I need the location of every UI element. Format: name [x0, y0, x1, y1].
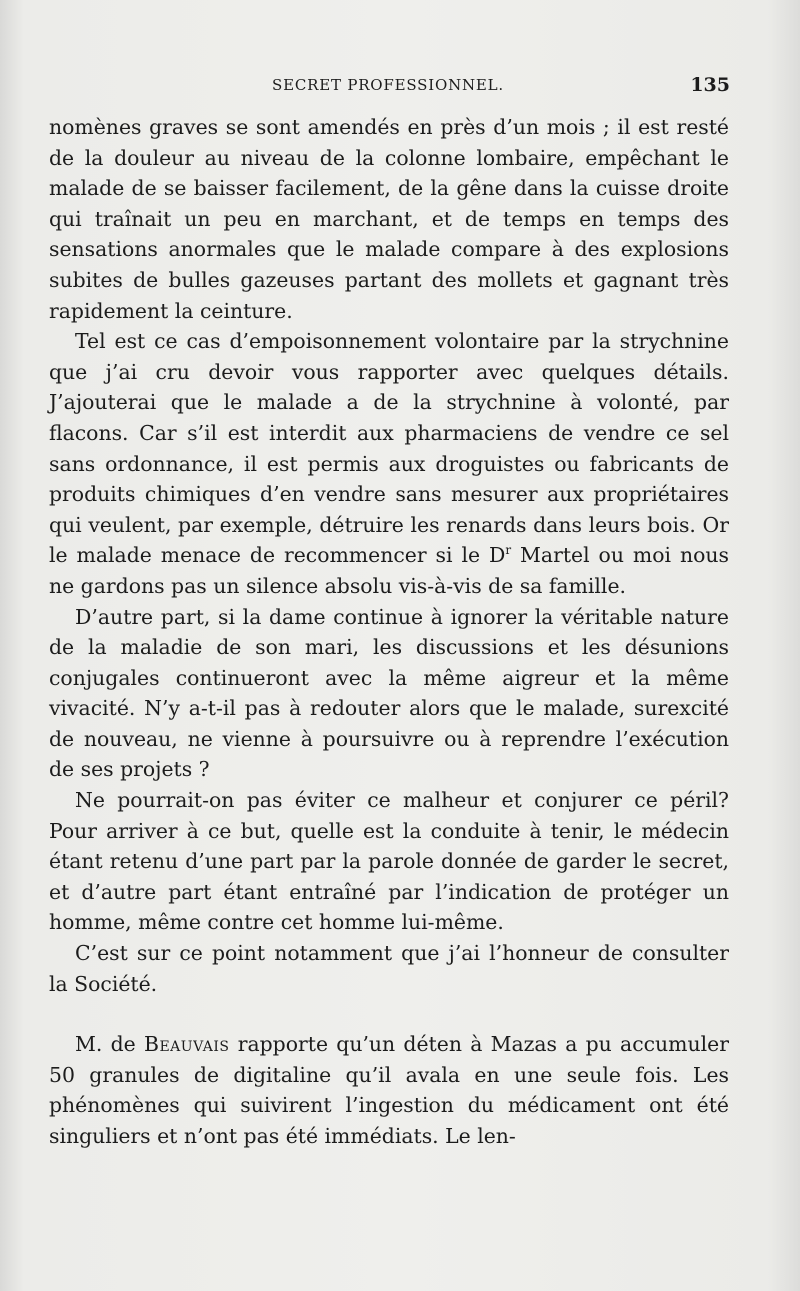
speaker-name: Beauvais: [143, 1032, 230, 1057]
paragraph: nomènes graves se sont amendés en près d’un mois ; il est resté de la douleur au niveau de la colonne lombaire, empêchant le malade de se baisser facilement, de la gêne dans la cuisse droite qui traînait un peu en marchant, et de temps en temps des sensations anormales que le malade compare à des explosions subites de bulles gazeuses partant des mollets et gagnant très rapidement la ceinture.: [49, 115, 729, 323]
paragraph: [49, 1029, 729, 1151]
paragraph: C’est sur ce point notamment que j’ai l’honneur de consulter la Société.: [49, 941, 729, 996]
paragraph: [49, 326, 729, 601]
paragraph: D’autre part, si la dame continue à ignorer la véritable nature de la maladie de son mari, les discussions et les désunions conjugales continueront avec la même aigreur et la même vivacité. N’y a-t-il pas à redouter alors que le malade, surexcité de nouveau, ne vienne à poursuivre ou à reprendre l’exécution de ses projets ?: [49, 604, 729, 782]
paragraph-text: Tel est ce cas d’empoisonnement volontaire par la strychnine que j’ai cru devoir vous rapporter avec quelques détails. J’ajouterai que le malade a de la strychnine à volonté, par flacons. Car s’il est interdit aux pharmaciens de vendre ce sel sans ordonnance, il est permis aux droguistes ou fabricants de produits chimiques d’en vendre sans mesurer aux propriétaires qui veulent, par exemple, détruire les renards dans leurs bois. Or le malade menace de recommencer si le D: [49, 329, 729, 568]
paragraph-text: Martel ou moi nous ne gardons pas un silence absolu vis-à-vis de sa famille.: [49, 543, 729, 598]
page-header: [0, 76, 800, 100]
superscript: r: [505, 543, 512, 558]
paragraph-text: rapporte qu’un déten à Mazas a pu accumuler 50 granules de digitaline qu’il avala en une seule fois. Les phénomènes qui suivirent l’ingestion du médicament ont été singuliers et n’ont pas été immédiats. Le len-: [49, 1032, 729, 1148]
paragraph: Ne pourrait-on pas éviter ce malheur et conjurer ce péril? Pour arriver à ce but, quelle est la conduite à tenir, le médecin étant retenu d’une part par la parole donnée de garder le secret, et d’autre part étant entraîné par l’indication de protéger un homme, même contre cet homme lui-même.: [49, 788, 729, 935]
body-text: [49, 112, 729, 1152]
paragraph-text: M. de: [75, 1032, 144, 1057]
running-title: SECRET PROFESSIONNEL.: [272, 76, 504, 94]
page-number: 135: [690, 74, 730, 96]
